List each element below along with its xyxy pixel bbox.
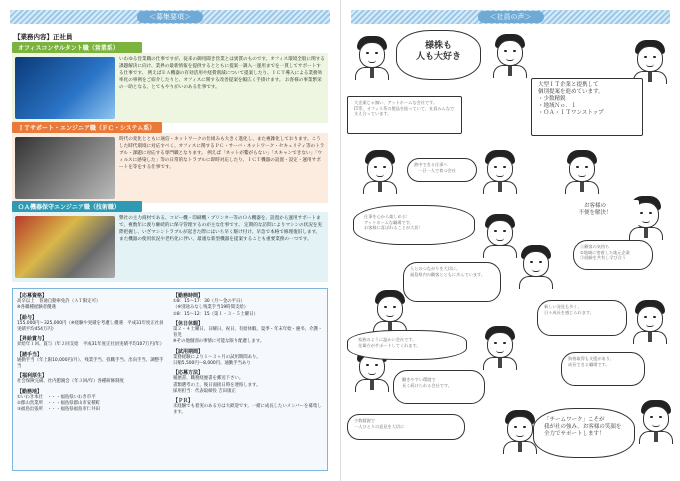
employee-avatar — [517, 245, 555, 289]
detail-heading: 【応募方法】 — [173, 370, 204, 377]
speech-bubble: 熱中できる仕事へ 一日一人で育つ会社 — [407, 158, 477, 182]
detail-text: 未経験でも着実のある方は大歓迎です。一緒に成長したいメンバーを募集します。 — [173, 404, 322, 416]
panel-title: オフィスコンサルタント職（営業系） — [12, 42, 142, 53]
voices-banner — [351, 10, 670, 24]
employee-avatar — [353, 36, 391, 80]
voices-banner-title: ＜社員の声＞ — [478, 11, 544, 23]
detail-heading: 【ＰＲ】 — [173, 398, 194, 405]
handshake-photo — [15, 57, 115, 119]
employee-avatar — [563, 150, 601, 194]
panel-text: いわゆる営業職の仕事ですが、従来の御用聞き営業とは異質のものです。オフィス環境全般に関する課題解決に向け、業界の最新情報を提供するとともに提案一調入一運用までを一貫してサポートする仕事です。 例えばＥＡ機器の有効活用や経費削減について提案したり、ＩＣＴ導入による業務効率化の事例をご紹介したりと、オフィスに関する改善提案を幅広く手掛けます。 お客様の事業繁栄の一助となる、とてもやりがいのある仕事です。 — [119, 57, 325, 90]
speech-bubble: 大企業じゃ無い、アットホームな会社です。 IT系、オフィス系の製品を扱っていて、社員みんなで支え合っています。 — [347, 96, 462, 134]
speech-bubble: 様株も 人も大好き — [396, 30, 481, 80]
detail-text: 通勤手当（年上限10,000円/月）、残業手当、役職手当、出向手当、調整手当 — [17, 357, 164, 370]
oa-maintenance-panel — [12, 201, 328, 282]
employee-avatar — [481, 150, 519, 194]
detail-text: ①いわき本社 ・・・福島県いわき市平 ②郡山営業所 ・・・福島県郡山市安積町 ③福島出張所 ・・・福島県福島市仁井田 — [17, 394, 100, 413]
detail-text: 履歴書、職務経歴書を郵送下さい。 書類選考の上、後日面接日時を連絡します。 採用担当：代表取締役 吉田康正 — [173, 376, 261, 394]
detail-text: 業務経験により１～３ヶ月の試用期間あり。 日額5,500円～8,000円、通勤手当あり — [173, 354, 261, 367]
detail-text: 昇給年１回、賞与（年２回支給 平成31年度正社員実績平均107万円/年） — [17, 342, 165, 348]
detail-heading: 【昇給賞与】 — [17, 336, 48, 343]
detail-heading: 【試用期間】 — [173, 348, 204, 355]
panel-title: ＯＡ機器保守エンジニア職（技術職） — [12, 201, 142, 212]
employee-voices-page — [340, 0, 680, 481]
employee-avatar — [481, 214, 519, 258]
speech-bubble: 仕事を心から楽しめる！ アットホームな職場です。 お客様に喜ばれることが大切！ — [353, 205, 475, 245]
detail-heading: 【勤務時間】 — [173, 293, 204, 299]
employee-avatar — [491, 34, 529, 78]
job-description-heading: 【業務内容】正社員 — [14, 33, 73, 41]
detail-heading: 【勤務地】 — [17, 388, 43, 395]
detail-text: 高卒以上 普通自動車免許（ＡＴ限定可） ※各職種経験者優遇 — [17, 299, 101, 311]
detail-heading: 【福利厚生】 — [17, 373, 48, 380]
tools-photo — [15, 216, 115, 278]
recruitment-banner — [10, 10, 330, 24]
it-support-panel — [12, 122, 328, 203]
speech-bubble: 新しい発見も多く、 日々成長を感じられます。 — [537, 300, 627, 336]
speech-bubble: 人とのつながりを大切に。 福島県内の顧客とともに歩んでいます。 — [403, 262, 501, 302]
detail-heading: 【応募資格】 — [17, 293, 48, 299]
detail-text: 第２・４土曜日、日曜日、祝日、有給休暇、夏季・年末年始・慶弔、介護・育児 ※その他個別の事情に可能な限り配慮します。 — [173, 327, 323, 345]
recruitment-banner-title: ＜募集要項＞ — [137, 11, 203, 23]
detail-heading: 【給与】 — [17, 314, 38, 321]
speech-bubble: 資格取得も支援があり、 成長できる職場です。 — [561, 352, 645, 386]
employee-avatar — [637, 400, 675, 444]
employee-avatar — [371, 290, 409, 334]
speech-bubble: お客様の 不便を解決！ — [551, 200, 639, 226]
speech-bubble: 働きやすい環境で 長く続けられる会社です。 — [393, 370, 485, 404]
speech-bubble: 「チームワーク」こそが 我が社の強み。お客様の笑顔を 全力でサポートします！ — [533, 408, 635, 458]
keyboard-photo — [15, 137, 115, 199]
speech-bubble: ①顧客の気持ち ②地域に密着した地元企業 ③経験を共有し学び合う — [573, 240, 653, 270]
office-consultant-panel — [12, 42, 328, 123]
panel-text: 時代の変化とともに通信・ネットワークの仕組みも大きく進化し、また複雑化しております。こうした時代環境に対応すべく、オフィスに関するＰＣ・サーバ・ネットワーク・セキュリティ等のトラブル・課題に対応する専門職となります。 例えば「ネットが繋がらない」「スキャンできない」「ウィルスに感染した」等の日常的なトラブルに即時対応したり、ＩＣＴ機器の設置・設定・運用サポートを等をする仕事です。 — [119, 137, 325, 170]
detail-text: 155,000円～325,000円（※経験や実績を考慮し優遇 平成31年度正社員実績平均454万円） — [17, 320, 164, 333]
detail-heading: 【休日休暇】 — [173, 320, 204, 327]
job-details-box — [12, 288, 328, 471]
speech-bubble: 少数精鋭で 一人ひとりの意見を大切に — [347, 414, 465, 440]
details-column-left — [17, 293, 167, 466]
details-column-right — [173, 293, 323, 466]
employee-avatar — [631, 300, 669, 344]
detail-text: ①8：15～17：30（月～金の平日） （※別途みなし残業手当19時間支給） ②8：15～12：15（第１・３・５土曜日） — [173, 299, 258, 317]
employee-avatar — [361, 150, 399, 194]
panel-text: 弊社の主力商材である、コピー機・印刷機・プリンター等のＯＡ機器を、設置から運用サポートまで、複数年に渡り継続的に保守管理するのが主な仕事です。 定期的な訪問によりマシンの状況を実際把握し、いざマシントラブルが起きた際にはいち早く駆け付け、早急で本格で修理復旧します。 また機器の使用状況や老朽化に伴い、最適な新型機器を提案することも重要業務の一つです。 — [119, 216, 323, 242]
panel-title: ＩＴサポート・エンジニア職（ＦＣ・システム系） — [12, 122, 162, 133]
speech-bubble: 家族のように温かい会社です。 先輩方がサポートしてくれます。 — [347, 330, 467, 360]
employee-avatar — [481, 326, 519, 370]
detail-text: 社会保険完備、社内懇親会（年３回/年）各種研修制度 — [17, 379, 124, 385]
detail-heading: 【諸手当】 — [17, 351, 43, 358]
speech-bubble: 大型ＩＴ企業と提携して 個別提案を進めています。 ・少数精鋭 ・地域Ｎｏ．１ ・ＯＡ・ＩＴワンストップ — [531, 78, 643, 136]
